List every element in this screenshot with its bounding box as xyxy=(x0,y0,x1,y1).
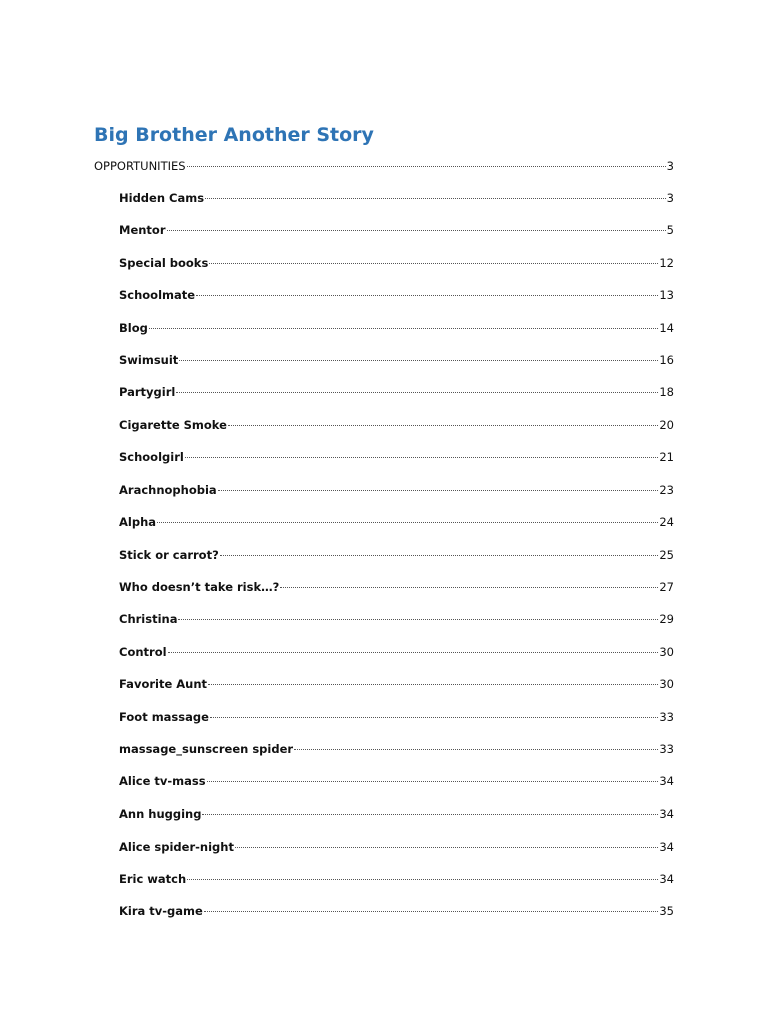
toc-entry-label: Cigarette Smoke xyxy=(119,418,227,432)
toc-entry-label: Stick or carrot? xyxy=(119,548,219,562)
toc-page-number: 29 xyxy=(659,612,674,626)
toc-leader-dots xyxy=(205,198,666,199)
toc-page-number: 35 xyxy=(659,904,674,918)
toc-page-number: 5 xyxy=(666,223,674,237)
toc-leader-dots xyxy=(228,425,658,426)
toc-leader-dots xyxy=(149,328,659,329)
toc-entry-label: Schoolgirl xyxy=(119,450,184,464)
toc-entry-label: Schoolmate xyxy=(119,288,196,302)
toc-entry-label: Partygirl xyxy=(119,385,176,399)
toc-entry-label: Arachnophobia xyxy=(119,483,217,497)
toc-page-number: 18 xyxy=(659,385,674,399)
toc-entry-row[interactable] xyxy=(119,514,674,530)
toc-entry-row[interactable] xyxy=(119,190,674,206)
toc-entry-row[interactable] xyxy=(119,417,674,433)
toc-page-number: 25 xyxy=(659,548,674,562)
toc-page-number: 30 xyxy=(659,645,674,659)
toc-leader-dots xyxy=(176,392,658,393)
toc-leader-dots xyxy=(167,230,666,231)
toc-entry-row[interactable] xyxy=(119,482,674,498)
toc-leader-dots xyxy=(196,295,658,296)
toc-page-number: 14 xyxy=(659,321,674,335)
toc-page-number: 34 xyxy=(659,840,674,854)
toc-section-row[interactable] xyxy=(94,158,674,174)
toc-entry-row[interactable] xyxy=(119,320,674,336)
toc-leader-dots xyxy=(185,457,659,458)
toc-entry-label: Kira tv-game xyxy=(119,904,203,918)
toc-entry-label: Alice spider-night xyxy=(119,840,234,854)
toc-page-number: 3 xyxy=(666,159,674,173)
toc-leader-dots xyxy=(179,360,658,361)
toc-leader-dots xyxy=(168,652,659,653)
toc-leader-dots xyxy=(178,619,658,620)
toc-entry-row[interactable] xyxy=(119,287,674,303)
toc-leader-dots xyxy=(220,555,659,556)
toc-entry-label: Swimsuit xyxy=(119,353,179,367)
toc-entry-row[interactable] xyxy=(119,709,674,725)
toc-entry-label: Eric watch xyxy=(119,872,187,886)
toc-entry-row[interactable] xyxy=(119,871,674,887)
toc-entry-label: Ann hugging xyxy=(119,807,202,821)
toc-entry-row[interactable] xyxy=(119,352,674,368)
toc-entry-row[interactable] xyxy=(119,839,674,855)
toc-leader-dots xyxy=(187,879,658,880)
toc-entry-label: Mentor xyxy=(119,223,166,237)
toc-page-number: 13 xyxy=(659,288,674,302)
toc-page-number: 20 xyxy=(659,418,674,432)
toc-page-number: 33 xyxy=(659,710,674,724)
toc-leader-dots xyxy=(235,847,658,848)
toc-entry-label: Favorite Aunt xyxy=(119,677,208,691)
toc-entry-row[interactable] xyxy=(119,903,674,919)
toc-page-number: 24 xyxy=(659,515,674,529)
toc-entry-label: Who doesn’t take risk…? xyxy=(119,580,280,594)
toc-entry-row[interactable] xyxy=(119,449,674,465)
toc-page-number: 34 xyxy=(659,872,674,886)
toc-entry-label: Special books xyxy=(119,256,209,270)
toc-entry-label: OPPORTUNITIES xyxy=(94,159,186,173)
toc-page-number: 21 xyxy=(659,450,674,464)
toc-entry-label: Alpha xyxy=(119,515,157,529)
toc-entry-row[interactable] xyxy=(119,611,674,627)
toc-entry-row[interactable] xyxy=(119,384,674,400)
toc-entry-label: Blog xyxy=(119,321,148,335)
toc-leader-dots xyxy=(208,684,658,685)
toc-leader-dots xyxy=(218,490,659,491)
toc-page-number: 34 xyxy=(659,807,674,821)
toc-page-number: 16 xyxy=(659,353,674,367)
toc-entry-row[interactable] xyxy=(119,806,674,822)
toc-leader-dots xyxy=(204,911,659,912)
toc-page-number: 3 xyxy=(666,191,674,205)
toc-entry-row[interactable] xyxy=(119,579,674,595)
toc-leader-dots xyxy=(207,781,659,782)
toc-leader-dots xyxy=(157,522,658,523)
toc-leader-dots xyxy=(187,166,666,167)
toc-leader-dots xyxy=(210,717,658,718)
toc-entry-label: Christina xyxy=(119,612,178,626)
toc-entry-label: Foot massage xyxy=(119,710,209,724)
toc-entry-label: Control xyxy=(119,645,167,659)
toc-entry-label: massage_sunscreen spider xyxy=(119,742,294,756)
toc-page-number: 12 xyxy=(659,256,674,270)
toc-entry-label: Alice tv-mass xyxy=(119,774,206,788)
toc-page-number: 30 xyxy=(659,677,674,691)
toc-leader-dots xyxy=(280,587,658,588)
toc-entry-row[interactable] xyxy=(119,773,674,789)
toc-page-number: 34 xyxy=(659,774,674,788)
toc-leader-dots xyxy=(202,814,658,815)
toc-page-number: 27 xyxy=(659,580,674,594)
toc-page-number: 33 xyxy=(659,742,674,756)
toc-leader-dots xyxy=(209,263,658,264)
toc-page-number: 23 xyxy=(659,483,674,497)
toc-entry-row[interactable] xyxy=(119,255,674,271)
document-title: Big Brother Another Story xyxy=(94,124,374,146)
toc-entry-row[interactable] xyxy=(119,741,674,757)
toc-leader-dots xyxy=(294,749,658,750)
toc-entry-label: Hidden Cams xyxy=(119,191,205,205)
toc-entry-row[interactable] xyxy=(119,676,674,692)
toc-entry-row[interactable] xyxy=(119,222,674,238)
toc-entry-row[interactable] xyxy=(119,644,674,660)
toc-entry-row[interactable] xyxy=(119,547,674,563)
